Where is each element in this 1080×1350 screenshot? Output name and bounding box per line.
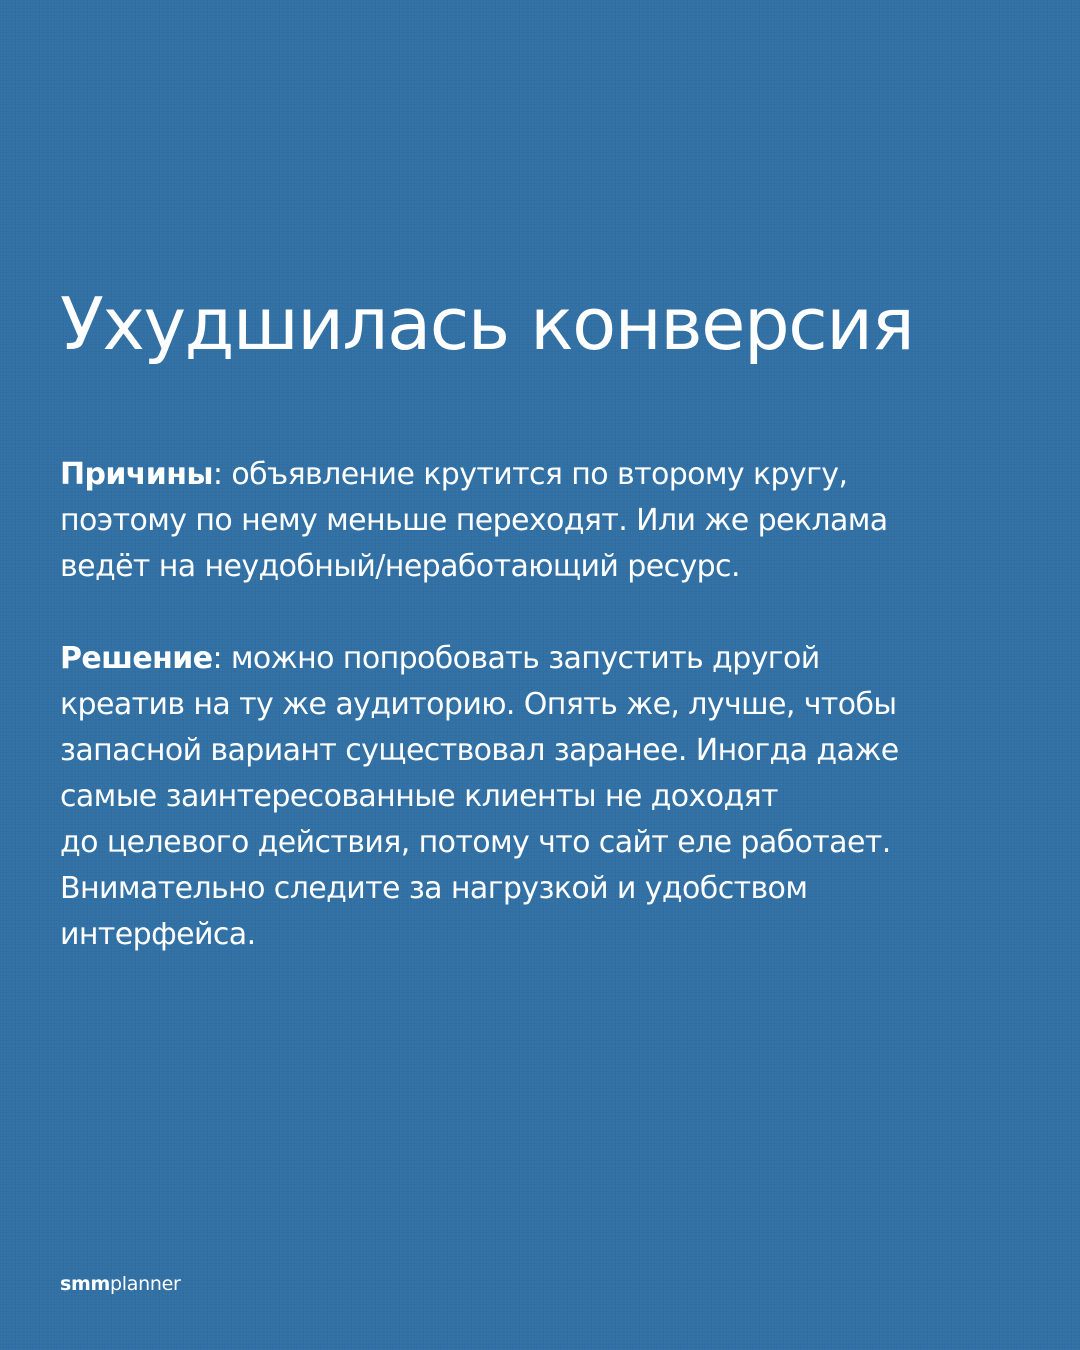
solution-line-1 [60,636,1020,682]
solution-line-7: интерфейса. [60,917,256,952]
solution-line-5: до целевого действия, потому что сайт еле работает. [60,825,891,860]
logo-bold-part: smm [60,1273,111,1295]
smmplanner-logo [60,1272,180,1296]
causes-paragraph [60,452,1020,590]
causes-line-1 [60,452,1020,498]
causes-line-3: ведёт на неудобный/неработающий ресурс. [60,549,740,584]
slide-body [60,452,1020,1004]
slide-title: Ухудшилась конверсия [60,282,914,366]
logo-light-part: planner [110,1273,181,1295]
solution-text-1: : можно попробовать запустить другой [212,641,820,676]
solution-line-4: самые заинтересованные клиенты не доходят [60,779,778,814]
causes-text-1: : объявление крутится по второму кругу, [212,457,848,492]
causes-label: Причины [60,457,213,492]
solution-line-6: Внимательно следите за нагрузкой и удобством [60,871,808,906]
solution-line-2: креатив на ту же аудиторию. Опять же, лучше, чтобы [60,687,897,722]
causes-line-2: поэтому по нему меньше переходят. Или же реклама [60,503,888,538]
solution-label: Решение [60,641,213,676]
solution-paragraph [60,636,1020,958]
solution-line-3: запасной вариант существовал заранее. Иногда даже [60,733,899,768]
